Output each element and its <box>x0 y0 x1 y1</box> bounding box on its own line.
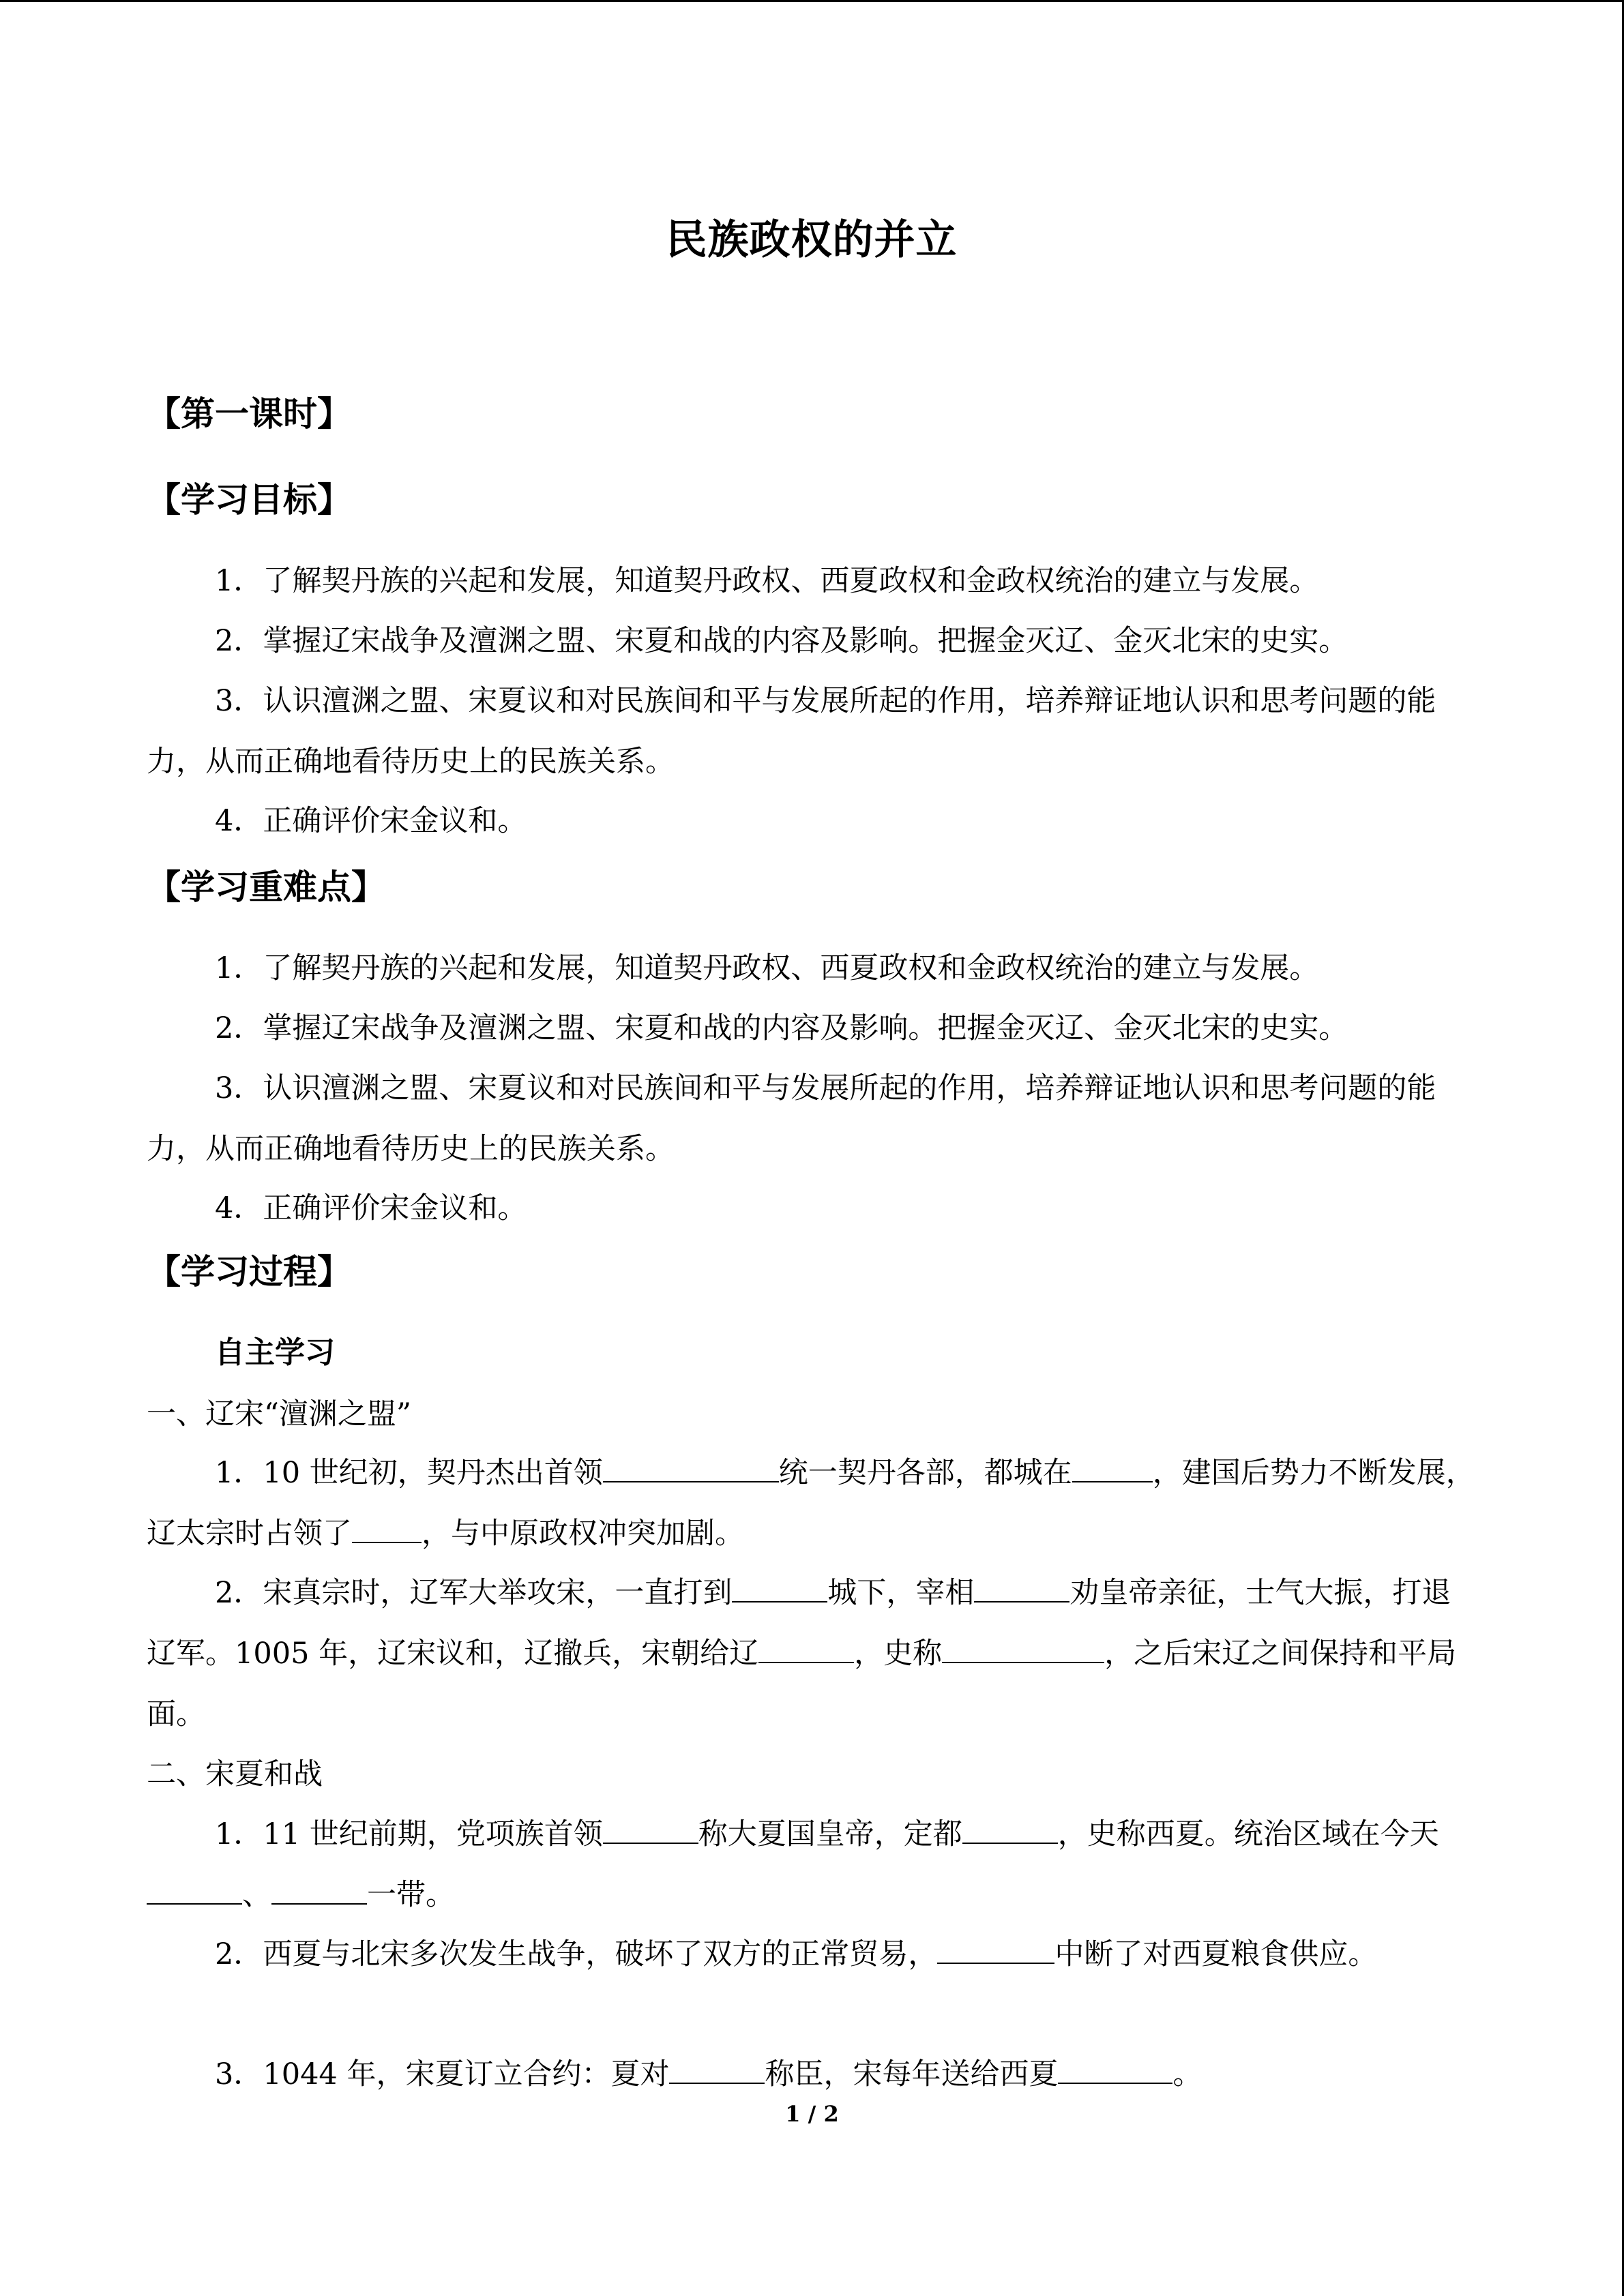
answer-blank[interactable] <box>1058 2055 1172 2084</box>
q-text: ，建国后势力不断发展，辽太宗时占领了 <box>147 1456 1475 1551</box>
q-text: 一带。 <box>367 1878 455 1912</box>
q-text: 1．11 世纪前期，党项族首领 <box>215 1817 603 1851</box>
key-point-item-1: 1．了解契丹族的兴起和发展，知道契丹政权、西夏政权和金政权统治的建立与发展。 <box>215 951 1319 985</box>
q-text: 2．宋真宗时，辽军大举攻宋，一直打到 <box>215 1576 733 1610</box>
key-point-item-2: 2．掌握辽宋战争及澶渊之盟、宋夏和战的内容及影响。把握金灭辽、金灭北宋的史实。 <box>215 1011 1348 1045</box>
q-text: ，史称 <box>854 1637 943 1671</box>
answer-blank[interactable] <box>1072 1454 1153 1482</box>
answer-blank[interactable] <box>352 1515 422 1543</box>
q-text: 3．1044 年，宋夏订立合约：夏对 <box>215 2057 670 2091</box>
section-1-question-1 <box>147 1443 1477 1564</box>
q-text: 城下，宰相 <box>827 1576 975 1610</box>
key-point-item-3: 3．认识澶渊之盟、宋夏议和对民族间和平与发展所起的作用，培养辩证地认识和思考问题的能力，从而正确地看待历史上的民族关系。 <box>147 1071 1436 1166</box>
section-2-question-1 <box>147 1804 1477 1926</box>
q-text: ，史称西夏。统治区域在今天 <box>1057 1817 1439 1851</box>
self-study-heading: 自主学习 <box>215 1335 335 1370</box>
answer-blank[interactable] <box>603 1815 698 1844</box>
q-text: 、 <box>242 1878 271 1912</box>
q-text: 中断了对西夏粮食供应。 <box>1054 1937 1378 1971</box>
answer-blank[interactable] <box>758 1635 854 1663</box>
objective-item-2: 2．掌握辽宋战争及澶渊之盟、宋夏和战的内容及影响。把握金灭辽、金灭北宋的史实。 <box>215 624 1348 658</box>
q-text: 1．10 世纪初，契丹杰出首领 <box>215 1456 603 1490</box>
answer-blank[interactable] <box>937 1935 1054 1964</box>
answer-blank[interactable] <box>669 2055 765 2084</box>
section-2-title: 二、宋夏和战 <box>147 1757 323 1791</box>
q-text: 称大夏国皇帝，定都 <box>698 1817 962 1851</box>
page-border-top <box>0 0 1624 2</box>
answer-blank[interactable] <box>271 1876 367 1905</box>
objective-item-4: 4．正确评价宋金议和。 <box>215 804 527 838</box>
q-text: ，之后宋辽之间保持和平局面。 <box>147 1637 1457 1731</box>
lesson-heading: 【第一课时】 <box>147 394 351 434</box>
q-text: ，与中原政权冲突加剧。 <box>422 1517 744 1551</box>
process-heading: 【学习过程】 <box>147 1252 351 1292</box>
answer-blank[interactable] <box>942 1635 1104 1663</box>
answer-blank[interactable] <box>962 1815 1058 1844</box>
document-title: 民族政权的并立 <box>666 216 958 264</box>
q-text: 统一契丹各部，都城在 <box>778 1456 1072 1490</box>
answer-blank[interactable] <box>974 1574 1069 1602</box>
objectives-heading: 【学习目标】 <box>147 480 351 520</box>
page-number: 1 / 2 <box>785 2101 839 2127</box>
section-1-title: 一、辽宋“澶渊之盟” <box>147 1397 411 1431</box>
section-2-question-2 <box>147 1924 1477 1985</box>
key-points-heading: 【学习重难点】 <box>147 867 385 907</box>
objective-item-1: 1．了解契丹族的兴起和发展，知道契丹政权、西夏政权和金政权统治的建立与发展。 <box>215 564 1319 598</box>
objective-item-3: 3．认识澶渊之盟、宋夏议和对民族间和平与发展所起的作用，培养辩证地认识和思考问题的能力，从而正确地看待历史上的民族关系。 <box>147 684 1436 779</box>
answer-blank[interactable] <box>147 1876 242 1905</box>
q-text: 称臣，宋每年送给西夏 <box>765 2057 1059 2091</box>
q-text: 2．西夏与北宋多次发生战争，破坏了双方的正常贸易， <box>215 1937 938 1971</box>
answer-blank[interactable] <box>603 1454 779 1482</box>
section-2-question-3 <box>147 2044 1477 2105</box>
answer-blank[interactable] <box>732 1574 827 1602</box>
section-1-question-2 <box>147 1563 1477 1745</box>
q-text: 劝皇帝亲征，士气大振，打退辽军。1005 年，辽宋议和，辽撤兵，宋朝给辽 <box>147 1576 1451 1671</box>
q-text: 。 <box>1172 2057 1202 2091</box>
key-point-item-4: 4．正确评价宋金议和。 <box>215 1191 527 1225</box>
